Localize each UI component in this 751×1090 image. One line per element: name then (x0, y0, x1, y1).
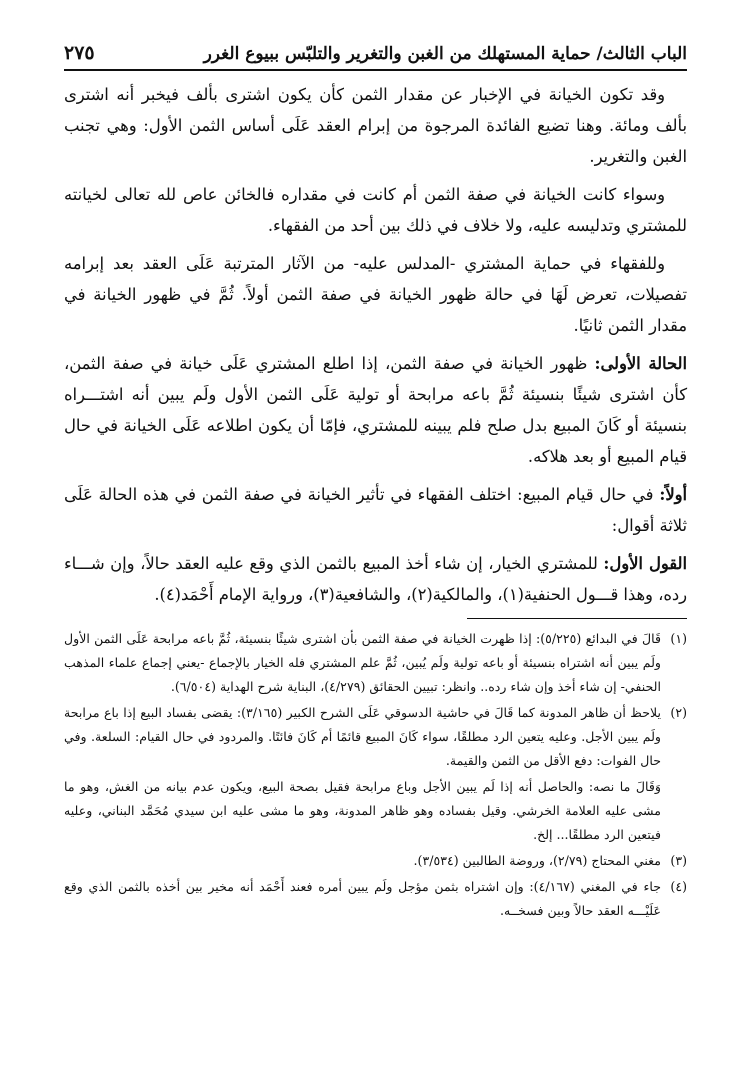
paragraph-first: أولاً: في حال قيام المبيع: اختلف الفقهاء في تأثير الخيانة في صفة الثمن في هذه الحالة عَلَى ثلاثة أقوال: (64, 485, 687, 535)
footnote-mark: (٤) (670, 879, 687, 894)
paragraph-first-opinion: القول الأول: للمشتري الخيار، إن شاء أخذ المبيع بالثمن الذي وقع عليه العقد حالاً، وإن شـــاء رده، وهذا قـــول الحنفية(١)، والمالكية(٢)، والشافعية(٣)، ورواية الإمام أَحْمَد(٤). (64, 554, 688, 604)
paragraph: وقد تكون الخيانة في الإخبار عن مقدار الثمن كأن يكون اشترى بألف فيخبر أنه اشترى بألف ومائة. وهنا تضيع الفائدة المرجوة من إبرام العقد عَلَى أساس الثمن الأول: وهي تجنب الغبن والتغرير. (64, 85, 687, 166)
section-heading: الحالة الأولى: (594, 354, 687, 373)
footnote-mark: (٣) (670, 853, 687, 868)
footnote (64, 627, 687, 699)
footnote-text: يلاحظ أن ظاهر المدونة كما قَالَ في حاشية الدسوقي عَلَى الشرح الكبير (٣/١٦٥): يقضى بفساد البيع إذا باع مرابحة ولَم يبين الأجل. وعليه يتعين الرد مطلقًا، سواء كَانَ المبيع قائمًا أم كَانَ فائتًا. والمردود في حال القيام: السلعة. وفي حال الفوات: دفع الأقل من الثمن والقيمة. (64, 705, 661, 768)
paragraph: وللفقهاء في حماية المشتري -المدلس عليه- من الآثار المترتبة عَلَى العقد بعد إبرامه تفصيلات، تعرض لَهَا في حالة ظهور الخيانة في صفة الثمن أولاً. ثُمَّ في ظهور الخيانة في مقدار الثمن ثانيًا. (64, 254, 687, 335)
running-header (64, 40, 687, 71)
footnote-mark: (١) (670, 631, 687, 646)
paragraph: وسواء كانت الخيانة في صفة الثمن أم كانت في مقداره فالخائن عاص لله تعالى لخيانته للمشتري وتدليسه عليه، ولا خلاف في ذلك بين أحد من الفقهاء. (64, 185, 687, 235)
footnote-text: قَالَ في البدائع (٥/٢٢٥): إذا ظهرت الخيانة في صفة الثمن بأن اشترى شيئًا بنسيئة، ثُمَّ باعه مرابحة عَلَى الثمن الأول ولَم يبين أنه اشتراه بنسيئة أو باعه تولية ولَم يُبين، ثُمَّ علم المشتري فله الخيار بالإجماع -يعني إجماع علماء المذهب الحنفي- إن شاء أخذ وإن شاء رده.. وانظر: تبيين الحقائق (٤/٢٧٩)، البناية شرح الهداية (٦/٥٠٤). (64, 631, 661, 694)
footnote-continuation: وَقَالَ ما نصه: والحاصل أنه إذا لَم يبين الأجل وباع مرابحة فقيل بصحة البيع، ويكون عدم بيانه من الغش، وهو ما مشى عليه العلامة الخرشي. وقيل بفساده وهو ظاهر المدونة، وهو ما مشى عليه ابن سيدي مُحَمَّد البناني، وعليه فيتعين الرد مطلقًا... إلخ. (64, 779, 661, 842)
footnote (64, 875, 687, 923)
footnote-separator (467, 618, 687, 619)
paragraph-case-one: الحالة الأولى: ظهور الخيانة في صفة الثمن، إذا اطلع المشتري عَلَى خيانة في صفة الثمن، كأن اشترى شيئًا بنسيئة ثُمَّ باعه مرابحة أو تولية عَلَى الثمن الأول ولَم يبين أنه اشتـــراه بنسيئة أو كَانَ المبيع بدل صلح فلم يبينه للمشتري، فإمّا أن يكون اطلاعه عَلَى الخيانة في حال قيام المبيع أو بعد هلاكه. (64, 354, 687, 466)
section-heading: القول الأول: (603, 554, 688, 573)
page-number: ٢٧٥ (64, 42, 95, 64)
footnote-text: مغني المحتاج (٢/٧٩)، وروضة الطالبين (٣/٥٣٤). (413, 853, 661, 868)
section-heading: أولاً: (659, 485, 687, 504)
footnotes (64, 627, 687, 923)
footnote-text: جاء في المغني (٤/١٦٧): وإن اشتراه بثمن مؤجل ولَم يبين أمره فعند أَحْمَد أنه مخير بين أخذه بالثمن الذي وقع عَلَيْـــه العقد حالاً وبين فسخــه. (64, 879, 661, 918)
footnote-mark: (٢) (670, 705, 687, 720)
footnote (64, 701, 687, 773)
footnote (64, 849, 687, 873)
chapter-title: الباب الثالث/ حماية المستهلك من الغبن والتغرير والتلبّس ببيوع الغرر (203, 44, 687, 64)
main-text (64, 79, 687, 610)
